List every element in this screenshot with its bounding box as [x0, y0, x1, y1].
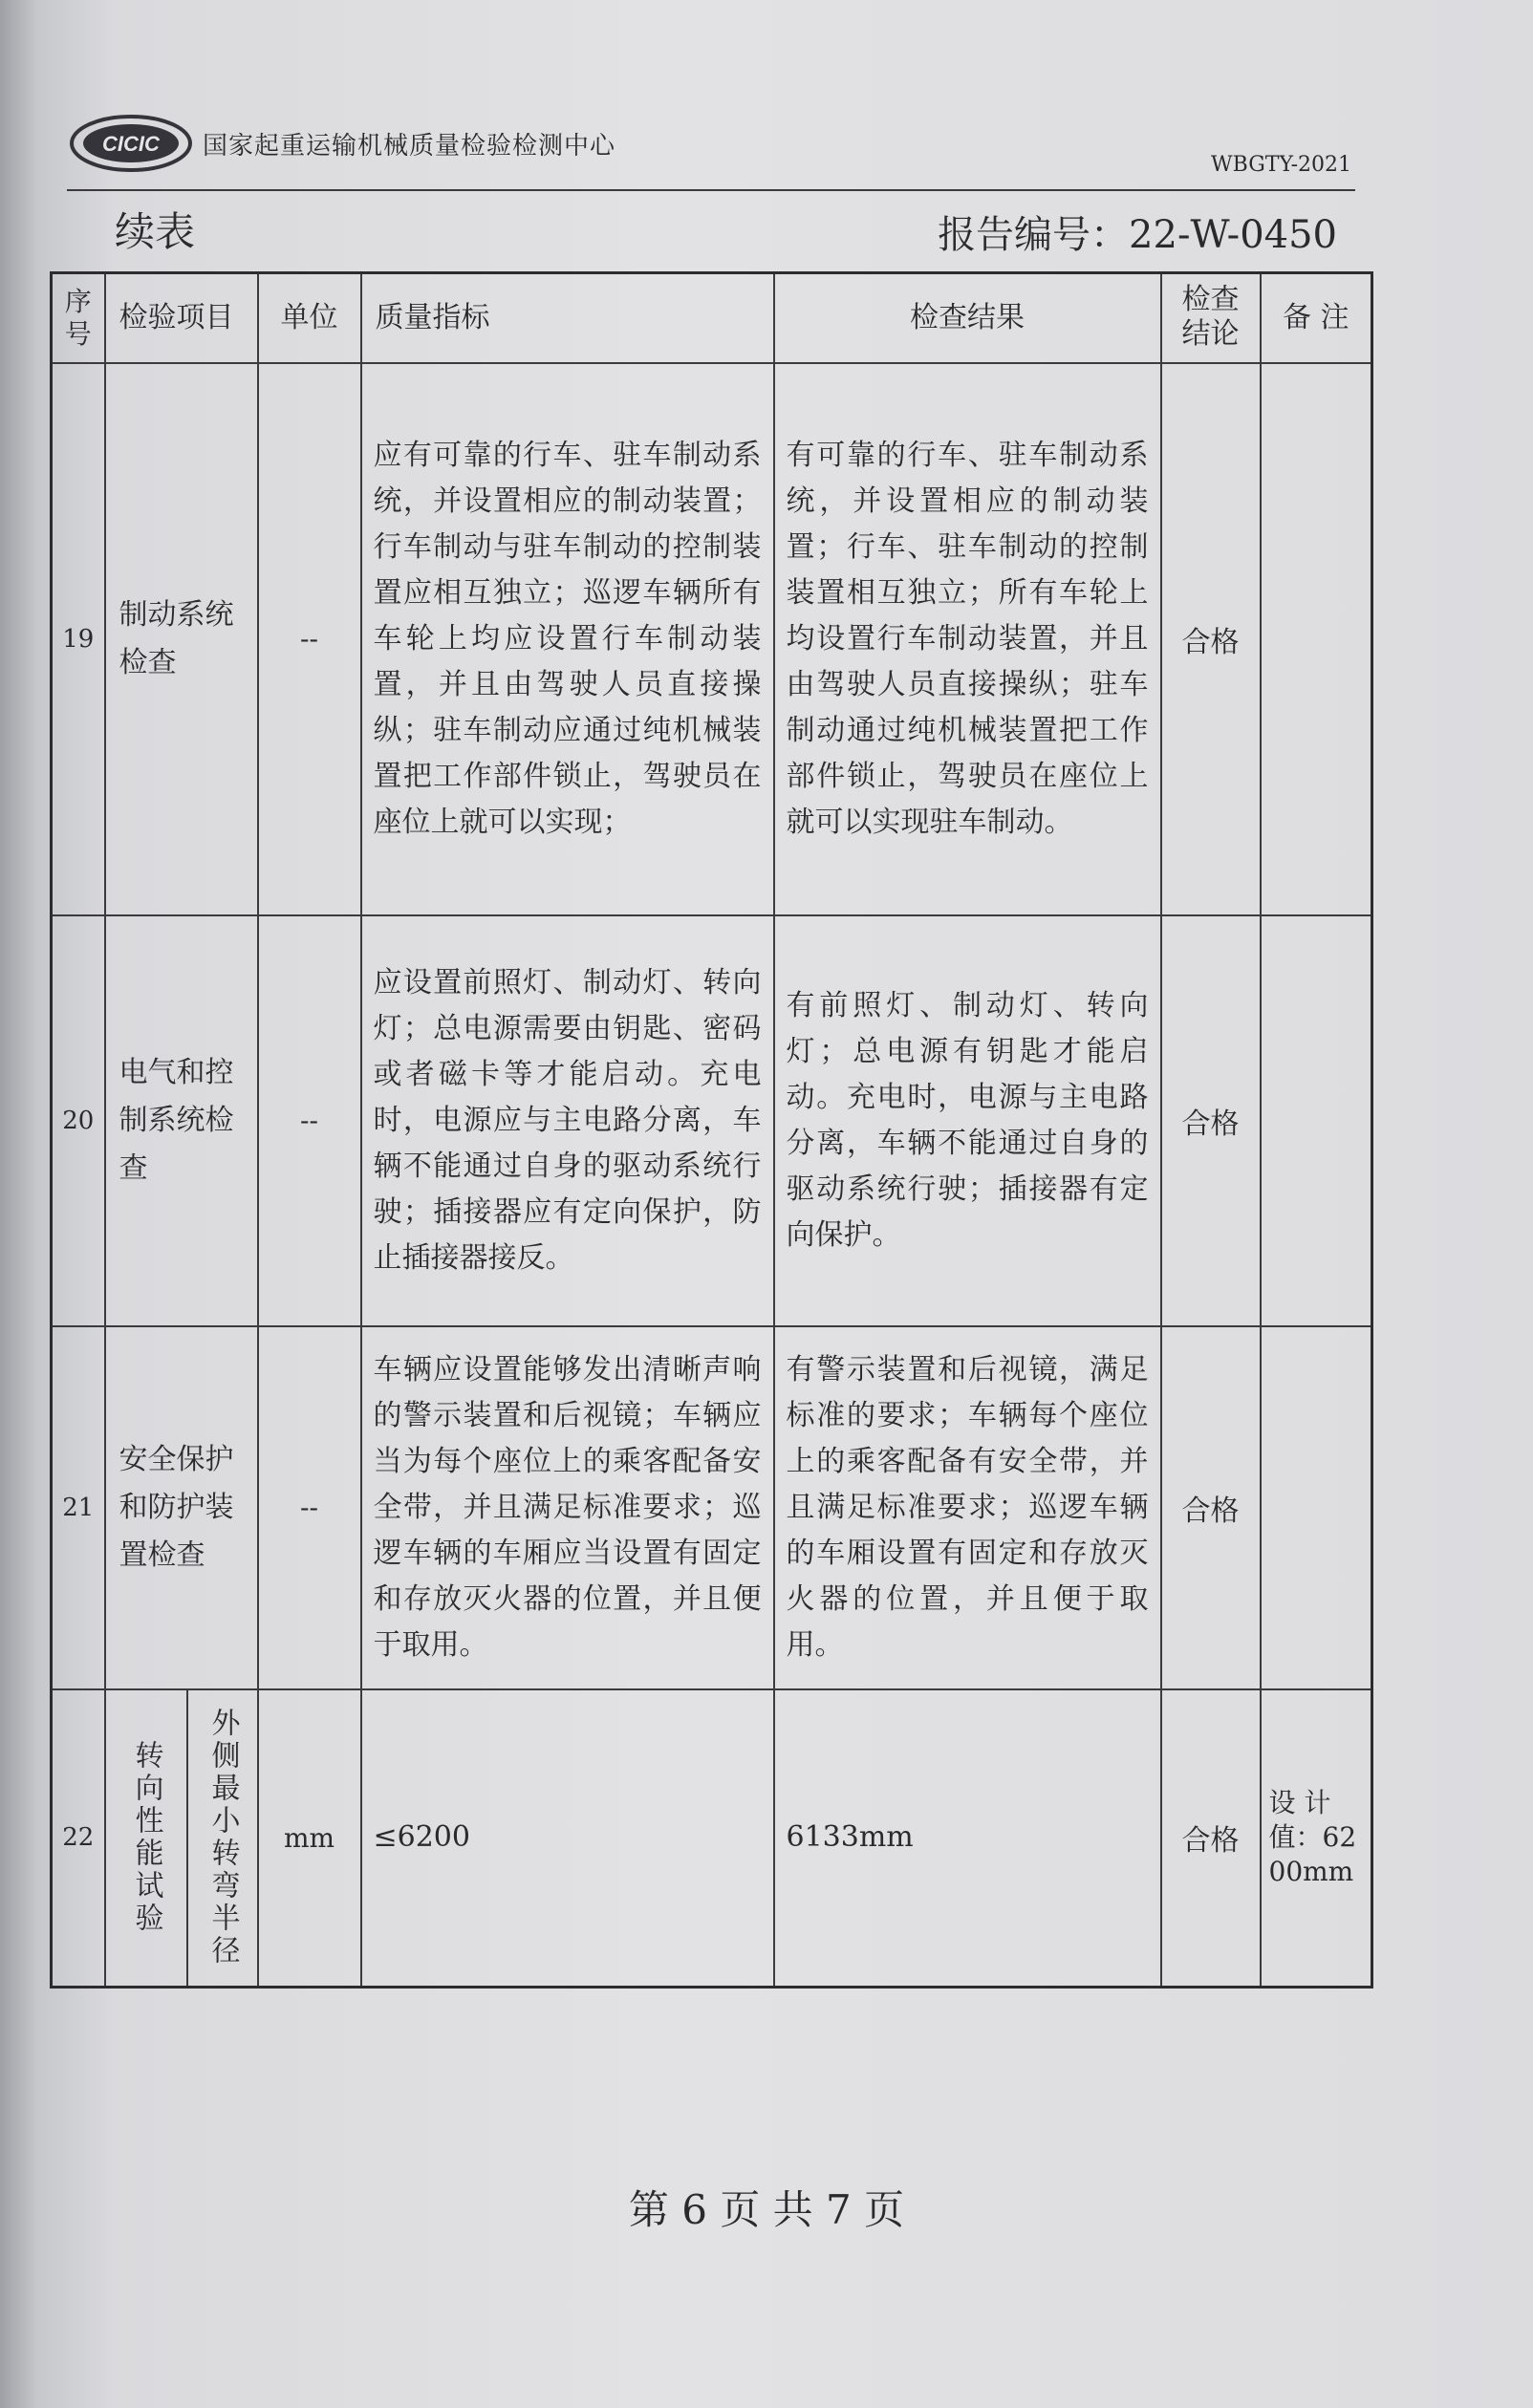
report-number: 报告编号：22-W-0450 — [938, 213, 1337, 257]
row-unit: mm — [258, 1689, 361, 1988]
continued-table-label: 续表 — [115, 208, 196, 255]
row-unit: -- — [258, 915, 361, 1326]
row-note — [1261, 915, 1372, 1326]
row-standard: 应有可靠的行车、驻车制动系统，并设置相应的制动装置；行车制动与驻车制动的控制装置应相互独立；巡逻车辆所有车轮上均应设置行车制动装置，并且由驾驶人员直接操纵；驻车制动应通过纯机械装置把工作部件锁止，驾驶员在座位上就可以实现； — [361, 363, 774, 915]
page-number: 第 6 页 共 7 页 — [628, 2186, 905, 2233]
row-standard: 车辆应设置能够发出清晰声响的警示装置和后视镜；车辆应当为每个座位上的乘客配备安全带，并且满足标准要求；巡逻车辆的车厢应当设置有固定和存放灭火器的位置，并且便于取用。 — [361, 1326, 774, 1689]
row-seq: 21 — [52, 1326, 105, 1689]
row-result: 有可靠的行车、驻车制动系统，并设置相应的制动装置；行车、驻车制动的控制装置相互独立；所有车轮上均设置行车制动装置，并且由驾驶人员直接操纵；驻车制动通过纯机械装置把工作部件锁止，驾驶员在座位上就可以实现驻车制动。 — [774, 363, 1161, 915]
cicic-logo — [69, 113, 193, 174]
svg-text:CICIC: CICIC — [102, 132, 160, 156]
col-header-standard: 质量指标 — [361, 273, 774, 363]
row-item — [105, 1689, 187, 1988]
row-note — [1261, 363, 1372, 915]
row-conclusion: 合格 — [1161, 363, 1261, 915]
inspection-table — [50, 271, 1373, 1989]
table-row — [52, 915, 1372, 1326]
col-header-unit: 单位 — [258, 273, 361, 363]
row-item: 制动系统检查 — [105, 363, 258, 915]
row-conclusion: 合格 — [1161, 915, 1261, 1326]
table-row — [52, 363, 1372, 915]
row-note: 设 计值：6200mm — [1261, 1689, 1372, 1988]
row-seq: 19 — [52, 363, 105, 915]
row-sub-item — [187, 1689, 258, 1988]
table-row — [52, 1326, 1372, 1689]
row-result: 6133mm — [774, 1689, 1161, 1988]
org-name: 国家起重运输机械质量检验检测中心 — [203, 132, 616, 161]
row-standard: ≤6200 — [361, 1689, 774, 1988]
table-header-row — [52, 273, 1372, 363]
row-result: 有警示装置和后视镜，满足标准的要求；车辆每个座位上的乘客配备有安全带，并且满足标准要求；巡逻车辆的车厢设置有固定和存放灭火器的位置，并且便于取用。 — [774, 1326, 1161, 1689]
row-conclusion: 合格 — [1161, 1689, 1261, 1988]
col-header-conclusion: 检查结论 — [1161, 273, 1261, 363]
row-note — [1261, 1326, 1372, 1689]
row-item: 电气和控制系统检查 — [105, 915, 258, 1326]
col-header-note: 备 注 — [1261, 273, 1372, 363]
col-header-result: 检查结果 — [774, 273, 1161, 363]
header-divider — [67, 189, 1355, 191]
row-unit: -- — [258, 1326, 361, 1689]
row-seq: 22 — [52, 1689, 105, 1988]
table-row — [52, 1689, 1372, 1988]
row-seq: 20 — [52, 915, 105, 1326]
row-conclusion: 合格 — [1161, 1326, 1261, 1689]
doc-code: WBGTY-2021 — [1211, 153, 1351, 177]
row-sub-item-vertical: 外侧最小转弯半径 — [205, 1708, 240, 1968]
col-header-seq: 序号 — [52, 273, 105, 363]
row-item-vertical: 转向性能试验 — [129, 1740, 163, 1936]
col-header-item: 检验项目 — [105, 273, 258, 363]
row-unit: -- — [258, 363, 361, 915]
row-result: 有前照灯、制动灯、转向灯；总电源有钥匙才能启动。充电时，电源与主电路分离，车辆不能通过自身的驱动系统行驶；插接器有定向保护。 — [774, 915, 1161, 1326]
row-standard: 应设置前照灯、制动灯、转向灯；总电源需要由钥匙、密码或者磁卡等才能启动。充电时，电源应与主电路分离，车辆不能通过自身的驱动系统行驶；插接器应有定向保护，防止插接器接反。 — [361, 915, 774, 1326]
row-item: 安全保护和防护装置检查 — [105, 1326, 258, 1689]
